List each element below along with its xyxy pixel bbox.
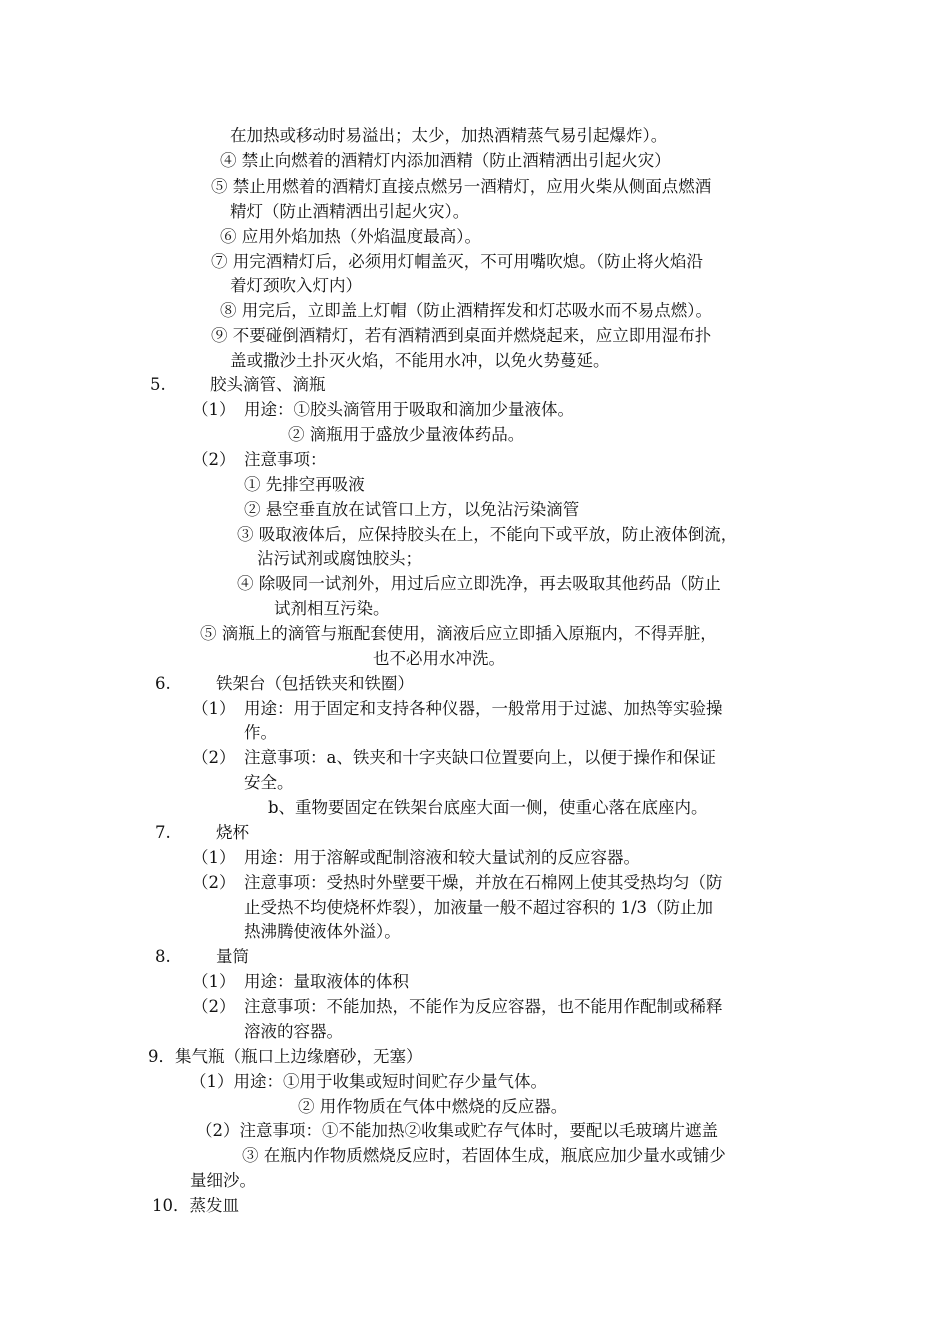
text-line: ② 悬空垂直放在试管口上方，以免沾污染滴管	[244, 500, 580, 519]
text-line: （2）注意事项：①不能加热②收集或贮存气体时，要配以毛玻璃片遮盖	[196, 1121, 718, 1140]
text-line: ③ 吸取液体后，应保持胶头在上，不能向下或平放，防止液体倒流，	[237, 525, 738, 544]
text-line: 注意事项：	[244, 450, 327, 469]
text-line: 用途：用于固定和支持各种仪器，一般常用于过滤、加热等实验操	[244, 699, 723, 718]
text-line: 安全。	[244, 773, 294, 792]
text-line: 作。	[244, 723, 277, 742]
text-line: 用途：①胶头滴管用于吸取和滴加少量液体。	[244, 400, 574, 419]
text-line: 用途：量取液体的体积	[244, 972, 409, 991]
text-line: ⑧ 用完后，立即盖上灯帽（防止酒精挥发和灯芯吸水而不易点燃）。	[220, 301, 712, 320]
text-line: ④ 禁止向燃着的酒精灯内添加酒精（防止酒精洒出引起火灾）	[220, 151, 671, 170]
text-line: （1）用途：①用于收集或短时间贮存少量气体。	[190, 1072, 547, 1091]
text-line: 注意事项：a、铁夹和十字夹缺口位置要向上，以便于操作和保证	[244, 748, 716, 767]
text-line: ⑤ 禁止用燃着的酒精灯直接点燃另一酒精灯，应用火柴从侧面点燃酒	[211, 177, 712, 196]
section-number: 6.	[155, 674, 171, 693]
text-line: 注意事项：不能加热，不能作为反应容器，也不能用作配制或稀释	[244, 997, 723, 1016]
text-line: 盖或撒沙土扑灭火焰，不能用水冲，以免火势蔓延。	[230, 351, 610, 370]
text-line: 止受热不均使烧杯炸裂），加液量一般不超过容积的 1/3（防止加	[244, 898, 714, 917]
text-line: ⑦ 用完酒精灯后，必须用灯帽盖灭，不可用嘴吹熄。（防止将火焰沿	[211, 252, 703, 271]
text-line: b、重物要固定在铁架台底座大面一侧，使重心落在底座内。	[268, 798, 708, 817]
section-number: 7.	[155, 823, 171, 842]
text-line: ③ 在瓶内作物质燃烧反应时，若固体生成，瓶底应加少量水或铺少	[242, 1146, 726, 1165]
text-line: ⑨ 不要碰倒酒精灯，若有酒精洒到桌面并燃烧起来，应立即用湿布扑	[211, 326, 712, 345]
item-number: （2）	[192, 997, 236, 1016]
text-line: ④ 除吸同一试剂外，用过后应立即洗净，再去吸取其他药品（防止	[237, 574, 721, 593]
section-number: 8.	[155, 947, 171, 966]
text-line: 用途：用于溶解或配制溶液和较大量试剂的反应容器。	[244, 848, 640, 867]
text-line: 量细沙。	[190, 1171, 256, 1190]
text-line: ② 滴瓶用于盛放少量液体药品。	[288, 425, 525, 444]
section-title: 胶头滴管、滴瓶	[210, 375, 326, 394]
section-number: 5.	[150, 375, 166, 394]
text-line: 试剂相互污染。	[274, 599, 390, 618]
item-number: （1）	[192, 972, 236, 991]
text-line: ⑤ 滴瓶上的滴管与瓶配套使用，滴液后应立即插入原瓶内，不得弄脏，	[200, 624, 717, 643]
section-title: 量筒	[216, 947, 249, 966]
item-number: （2）	[192, 748, 236, 767]
item-number: （1）	[192, 400, 236, 419]
item-number: （2）	[192, 450, 236, 469]
item-number: （1）	[192, 699, 236, 718]
text-line: 热沸腾使液体外溢）。	[244, 922, 401, 941]
text-line: 着灯颈吹入灯内）	[230, 276, 362, 295]
text-line: 也不必用水冲洗。	[373, 649, 505, 668]
text-line: 溶液的容器。	[244, 1022, 343, 1041]
section-title: 10．蒸发皿	[152, 1196, 239, 1215]
text-line: 精灯（防止酒精洒出引起火灾）。	[230, 202, 470, 221]
text-line: ⑥ 应用外焰加热（外焰温度最高）。	[220, 227, 481, 246]
item-number: （2）	[192, 873, 236, 892]
section-title: 9．集气瓶（瓶口上边缘磨砂，无塞）	[148, 1047, 423, 1066]
text-line: ② 用作物质在气体中燃烧的反应器。	[298, 1097, 568, 1116]
section-title: 铁架台（包括铁夹和铁圈）	[216, 674, 414, 693]
section-title: 烧杯	[216, 823, 249, 842]
text-line: 注意事项：受热时外壁要干燥，并放在石棉网上使其受热均匀（防	[244, 873, 723, 892]
text-line: ① 先排空再吸液	[244, 475, 365, 494]
text-line: 沾污试剂或腐蚀胶头；	[257, 549, 422, 568]
item-number: （1）	[192, 848, 236, 867]
text-line: 在加热或移动时易溢出；太少，加热酒精蒸气易引起爆炸）。	[230, 126, 668, 145]
